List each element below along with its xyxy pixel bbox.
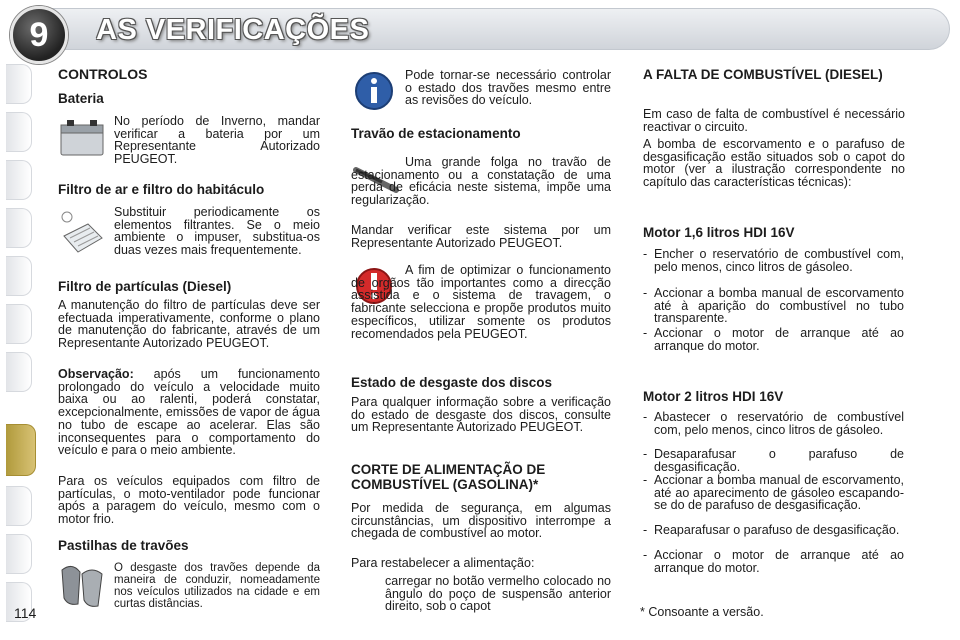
list-dash: - xyxy=(643,523,648,537)
list-item: Accionar o motor de arranque até ao arranque do motor. xyxy=(654,548,904,575)
falta-text2: A bomba de escorvamento e o parafuso de desgasificação estão situados sob o capot do motor (ver a ilustração correspondente no capítulo das características técnicas): xyxy=(643,137,905,190)
heading-discos: Estado de desgaste dos discos xyxy=(351,375,553,390)
page-number: 114 xyxy=(14,605,37,621)
chapter-tab[interactable] xyxy=(6,160,32,200)
section-title-controlos: CONTROLOS xyxy=(58,66,148,82)
discos-text: Para qualquer informação sobre a verificação do estado de desgaste dos discos, consulte um Representante Autorizado PEUGEOT. xyxy=(351,395,611,435)
travao-text2: Mandar verificar este sistema por um Representante Autorizado PEUGEOT. xyxy=(351,223,611,250)
observacao-text: após um funcionamento prolongado do veículo a velocidade muito baixa ou ao ralenti, poderá constatar, excepcionalmente, emissões de vapor de água no tubo de escape ao acelerar. Elas são inconsequentes para o comportamento do veículo e para o meio ambiente. xyxy=(58,367,320,458)
filtro-particulas-text: A manutenção do filtro de partículas deve ser efectuada imperativamente, conforme o plano de manutenção do fabricante, através de um Representante Autorizado PEUGEOT. xyxy=(58,298,320,351)
heading-bateria: Bateria xyxy=(58,91,104,106)
list-item: Accionar o motor de arranque até ao arranque do motor. xyxy=(654,326,904,353)
filtro-particulas-text2: Para os veículos equipados com filtro de partículas, o moto-ventilador pode funcionar após a paragem do veículo, mesmo com o motor frio. xyxy=(58,474,320,527)
list-item: Abastecer o reservatório de combustível com, pelo menos, cinco litros de gásoleo. xyxy=(654,410,904,437)
heading-filtro-particulas: Filtro de partículas (Diesel) xyxy=(58,279,232,294)
page-header xyxy=(0,0,960,56)
list-dash: - xyxy=(643,247,648,261)
battery-icon xyxy=(58,117,106,159)
list-dash: - xyxy=(643,326,648,340)
chapter-tab[interactable] xyxy=(6,304,32,344)
chapter-tabs xyxy=(0,54,40,614)
corte-text2: Para restabelecer a alimentação: xyxy=(351,556,535,570)
list-dash: - xyxy=(643,473,648,487)
list-dash: - xyxy=(643,447,648,461)
list-item: Desaparafusar o parafuso de desgasificação. xyxy=(654,447,904,474)
chapter-tab[interactable] xyxy=(6,352,32,392)
filtro-ar-text: Substituir periodicamente os elementos filtrantes. Se o meio ambiente o impuser, substitua-os duas vezes mais frequentemente. xyxy=(114,205,320,258)
travao-text: Uma grande folga no travão de estacionamento ou a constatação de uma perda de eficácia neste sistema, impõe uma regularização. xyxy=(351,155,611,208)
list-dash: - xyxy=(643,286,648,300)
observacao-label: Observação: xyxy=(58,367,134,381)
list-item: Encher o reservatório de combustível com, pelo menos, cinco litros de gásoleo. xyxy=(654,247,904,274)
info-icon xyxy=(354,70,394,112)
list-dash: - xyxy=(643,410,648,424)
chapter-tab-active[interactable] xyxy=(6,424,36,476)
chapter-tab[interactable] xyxy=(6,64,32,104)
heading-filtro-ar: Filtro de ar e filtro do habitáculo xyxy=(58,182,265,197)
chapter-badge: 9 xyxy=(10,6,68,64)
corte-bullet: carregar no botão vermelho colocado no ângulo do poço de suspensão anterior direito, sob o capot xyxy=(385,574,611,614)
list-item: Accionar a bomba manual de escorvamento até à aparição do combustível no tubo transparente. xyxy=(654,286,904,326)
bateria-text: No período de Inverno, mandar verificar a bateria por um Representante Autorizado PEUGEOT. xyxy=(114,114,320,167)
corte-text: Por medida de segurança, em algumas circunstâncias, um dispositivo interrompe a chegada de combustível ao motor. xyxy=(351,501,611,541)
heading-travao: Travão de estacionamento xyxy=(351,126,521,141)
warning-text: A fim de optimizar o funcionamento de orgãos tão importantes como a direcção assistida e o sistema de travagem, o fabricante selecciona e propõe produtos muito específicos, utilizar somente os produtos recomendados pela PEUGEOT. xyxy=(351,263,611,341)
air-filter-icon xyxy=(58,208,104,254)
falta-text: Em caso de falta de combustível é necessário reactivar o circuito. xyxy=(643,107,905,134)
pastilhas-text: O desgaste dos travões depende da maneira de conduzir, nomeadamente nos veículos utilizados na cidade e em curtas distâncias. xyxy=(114,562,320,610)
list-dash: - xyxy=(643,548,648,562)
page-title: AS VERIFICAÇÕES xyxy=(96,14,370,46)
chapter-tab[interactable] xyxy=(6,208,32,248)
heading-pastilhas: Pastilhas de travões xyxy=(58,538,189,553)
observacao-paragraph xyxy=(58,368,320,457)
chapter-tab[interactable] xyxy=(6,486,32,526)
list-item: Reaparafusar o parafuso de desgasificação. xyxy=(654,523,900,537)
brake-pads-icon xyxy=(58,560,106,610)
chapter-tab[interactable] xyxy=(6,534,32,574)
heading-motor2: Motor 2 litros HDI 16V xyxy=(643,389,784,404)
heading-falta: A FALTA DE COMBUSTÍVEL (DIESEL) xyxy=(643,67,883,82)
chapter-tab[interactable] xyxy=(6,256,32,296)
chapter-tab[interactable] xyxy=(6,112,32,152)
list-item: Accionar a bomba manual de escorvamento, até ao aparecimento de gásoleo escapando-se do de parafuso de desgasificação. xyxy=(654,473,904,513)
heading-motor16: Motor 1,6 litros HDI 16V xyxy=(643,225,795,240)
info-text: Pode tornar-se necessário controlar o estado dos travões mesmo entre as revisões do veículo. xyxy=(405,68,611,108)
heading-corte: CORTE DE ALIMENTAÇÃO DE COMBUSTÍVEL (GASOLINA)* xyxy=(351,462,546,492)
footnote: * Consoante a versão. xyxy=(640,605,764,619)
